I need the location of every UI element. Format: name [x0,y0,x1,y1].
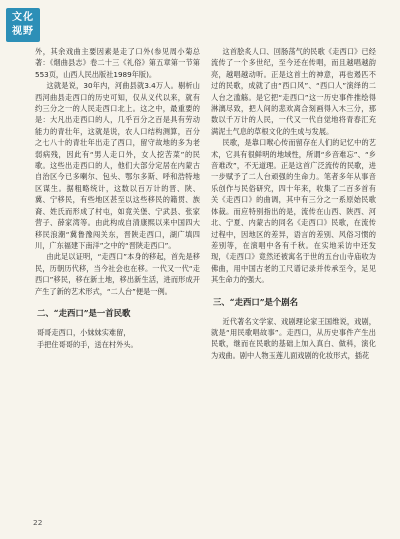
song-line: 手把住哥哥的手，送在村外头。 [37,339,138,349]
right-paragraph-1: 这首脍炙人口、回肠荡气的民歌《走西口》已经流传了一个多世纪，至今还在传唱，而且越唱越韵亮，越唱越动听。正是这首土的神意，再也遏匹不过的民歌，成就了由“西口风”、“西口人”演绎的二人台之滥觞。是它把“走西口”这一历史事件推绘得淋漓尽致，把人间的悲欢离合刻画得入木三分，那数以千万计的人民，一代又一代自觉地将青春汇充满泥土气息的草根文化的生成与发展。 [211,47,376,136]
badge-line1: 文化 [12,12,34,23]
right-paragraph-3: 近代著名文学家、戏剧理论家王国维说，戏剧，就是“用民歌唱故事”。走西口，从历史事件产生出民歌，继而在民歌的基础上加入真白、做科，演化为戏曲。剧中人物玉莲儿面戏剧的化妆形式，插花 [211,316,376,360]
badge-line2: 视野 [12,26,34,37]
section-heading-2: 二、“走西口”是一首民歌 [37,307,131,318]
left-paragraph-1: 外，其余戏曲主要因素是走了口外(参见周小菊总著：《烟曲县志》卷二十三《礼俗》第五章第一节第553页，山西人民出版社1989年版)。 [35,47,200,79]
section-heading-3: 三、“走西口”是个剧名 [213,296,299,307]
left-paragraph-3: 由此足以证明，“走西口”本身的移起，首先是移民，历朝历代移，当今社会也在移。一代又一代“走西口”移民，移在新土地，移出新生活，进而形成开产生了新的艺术形式，“二人台”便是一例。 [35,252,200,296]
section-badge [6,8,40,42]
page-number: 22 [33,518,43,527]
song-lyrics [35,327,200,351]
song-line: 哥哥走西口，小妹妹实难留， [37,327,131,337]
left-column [35,46,200,522]
left-paragraph-2: 这就是说，30年内，河曲县就3.4万人。剔析山西河曲县走西口的历史可知，仅从义代以来，就有约三分之一的人民走西口北上。这之中，最重要的是：大凡出走西口的人，几乎百分之百是具有劳动能力的青壮年，这就是说，农人口结构测算，百分之七八十的青壮年出走了西口，留守故地的多为老弱病残，因此有“男人走口外，女人挖苦菜”的民歌。这些出走西口的人，他们大部分定居在内蒙古自治区今已多喇尔、包头、鄂尔多斯、呼和浩特地区谋生。据粗略统计，这数以百万计的晋、陕、冀、宁移民，有些地区甚至以这些移民的籍贯、族裔、姓氏而形成了村屯，如竟关堡、宁武县、张家营子、薛家湾等。由此构成自清康熙以来中国四大移民浪潮“冀鲁豫闯关东，晋陕走西口，湖广填四川，广东福建下南洋”之中的“晋陕走西口”。 [35,81,200,250]
right-column [211,46,376,522]
right-paragraph-2: 民歌，是靠口喉心传而留存在人们的记忆中的艺术，它具有很鲜明的地域性，所谓“乡音难忘”、“乡音难改”，不无道理。正是这首广泛流传的民歌，进一步赋予了二人台顽强的生命力。笔者多年从事音乐创作与民俗研究，四十年来，收集了二百多首有关《走西口》的曲调，其中有三分之一系原始民歌体裁。而应特别指出的是，流传在山西、陕西、河北、宁夏、内蒙古的同名《走西口》民歌，在流传过程中，因地区的差异，语言的差别、风俗习惯的差别等，在演唱中各有千秋。在实地采访中还发现，《走西口》竟然还被寓名于世的五台山寺庙收为佛曲，用中国古老的工尺谱记录并传承至今，足见其生命力的强大。 [211,138,376,285]
